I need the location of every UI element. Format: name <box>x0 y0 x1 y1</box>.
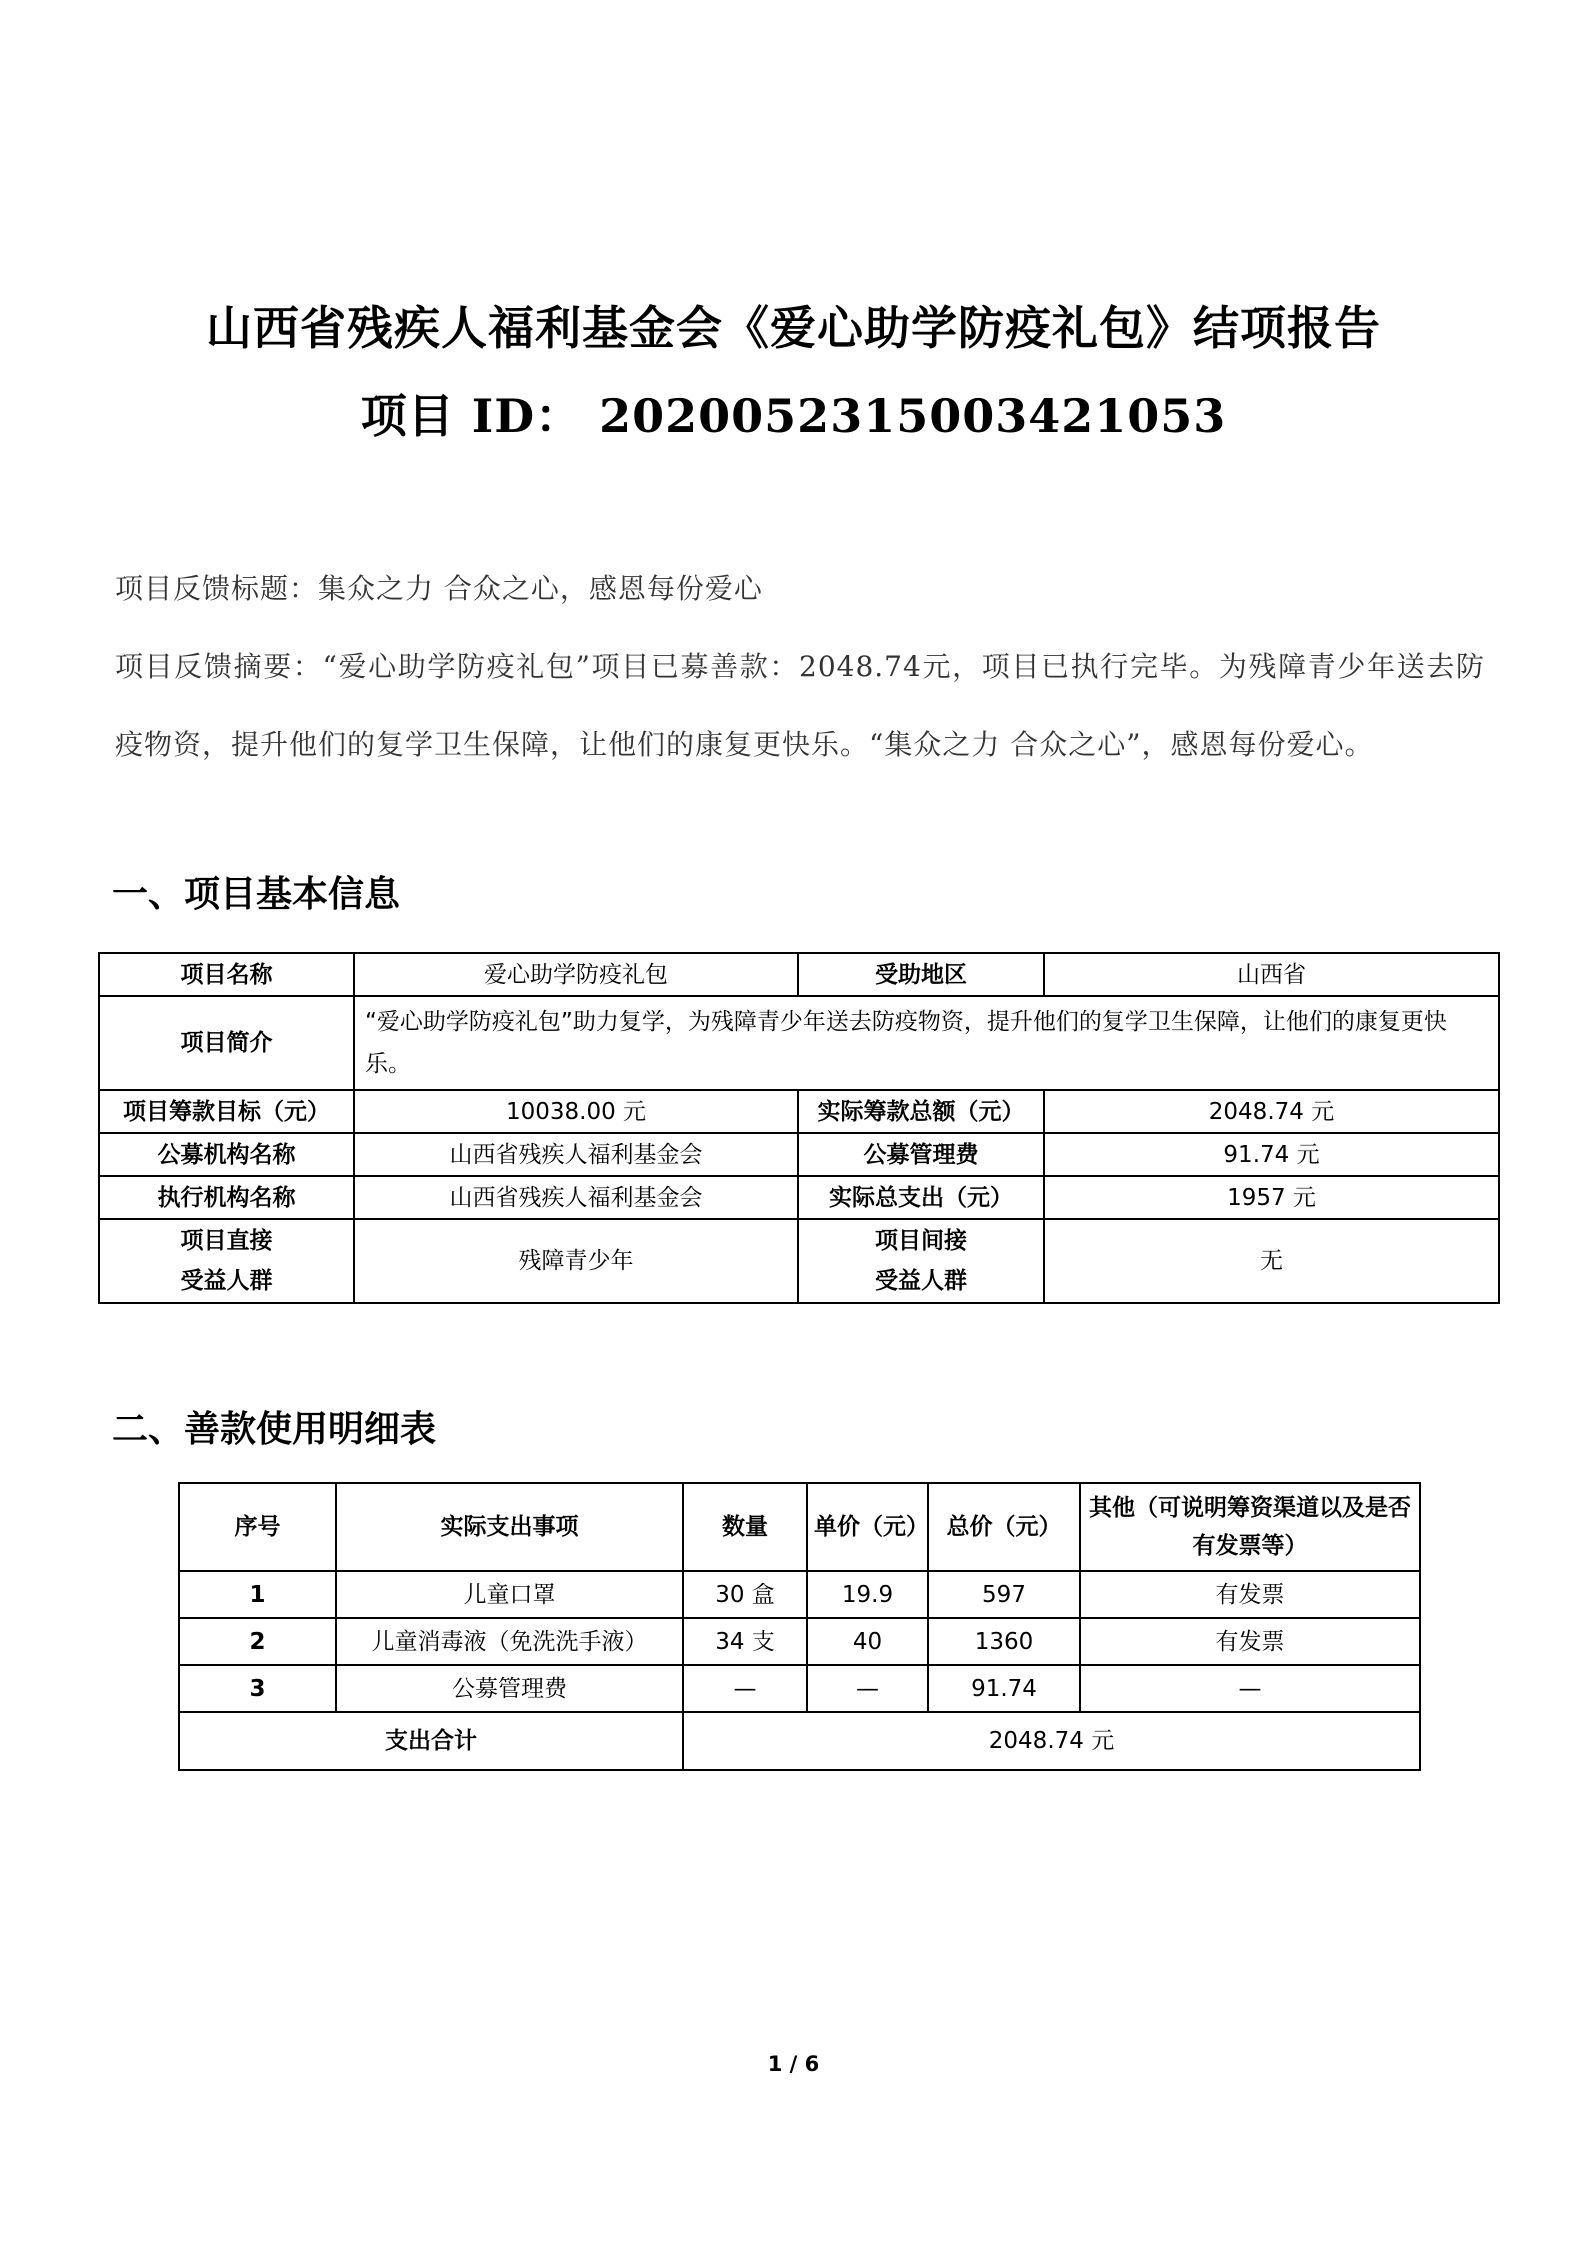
value-indirect-beneficiaries: 无 <box>1044 1219 1499 1303</box>
value-project-name: 爱心助学防疫礼包 <box>354 953 798 996</box>
cell-total: 1360 <box>928 1618 1080 1665</box>
col-header: 单价（元） <box>807 1483 928 1571</box>
cell-item: 公募管理费 <box>336 1665 683 1712</box>
table-row <box>99 1133 1499 1176</box>
label-intro: 项目简介 <box>99 996 354 1090</box>
cell-note: 有发票 <box>1080 1571 1420 1618</box>
label-executor: 执行机构名称 <box>99 1176 354 1219</box>
value-raised: 2048.74 元 <box>1044 1090 1499 1133</box>
cell-no: 3 <box>179 1665 336 1712</box>
feedback-summary: 项目反馈摘要：“爱心助学防疫礼包”项目已募善款：2048.74元，项目已执行完毕。为残障青少年送去防疫物资，提升他们的复学卫生保障，让他们的康复更快乐。“集众之力 合众之心”，感恩每份爱心。 <box>115 650 1485 761</box>
cell-no: 2 <box>179 1618 336 1665</box>
cell-total: 597 <box>928 1571 1080 1618</box>
value-spent: 1957 元 <box>1044 1176 1499 1219</box>
value-executor: 山西省残疾人福利基金会 <box>354 1176 798 1219</box>
feedback-title: 项目反馈标题：集众之力 合众之心，感恩每份爱心 <box>115 572 763 605</box>
value-fee: 91.74 元 <box>1044 1133 1499 1176</box>
label-direct-beneficiaries <box>99 1219 354 1303</box>
total-label: 支出合计 <box>179 1712 683 1770</box>
table-header-row <box>179 1483 1420 1571</box>
cell-unit: — <box>807 1665 928 1712</box>
table-row <box>99 953 1499 996</box>
page-number: 1 / 6 <box>767 2052 820 2076</box>
label-fee: 公募管理费 <box>798 1133 1044 1176</box>
label-line: 项目间接 <box>875 1228 967 1254</box>
col-header: 数量 <box>683 1483 807 1571</box>
label-fundraiser: 公募机构名称 <box>99 1133 354 1176</box>
section-basic-info-heading: 一、项目基本信息 <box>112 874 401 915</box>
col-header: 实际支出事项 <box>336 1483 683 1571</box>
table-row <box>179 1571 1420 1618</box>
label-goal: 项目筹款目标（元） <box>99 1090 354 1133</box>
project-id: 项目 ID： 2020052315003421053 <box>360 389 1227 443</box>
cell-qty: 30 盒 <box>683 1571 807 1618</box>
section-expense-heading: 二、善款使用明细表 <box>112 1409 437 1450</box>
col-header: 序号 <box>179 1483 336 1571</box>
value-region: 山西省 <box>1044 953 1499 996</box>
value-goal: 10038.00 元 <box>354 1090 798 1133</box>
table-row <box>99 1090 1499 1133</box>
expense-detail-table <box>178 1482 1421 1771</box>
basic-info-table <box>98 952 1500 1304</box>
label-spent: 实际总支出（元） <box>798 1176 1044 1219</box>
col-header: 总价（元） <box>928 1483 1080 1571</box>
col-header: 其他（可说明筹资渠道以及是否有发票等） <box>1080 1483 1420 1571</box>
value-intro: “爱心助学防疫礼包”助力复学，为残障青少年送去防疫物资，提升他们的复学卫生保障，让他们的康复更快乐。 <box>354 996 1499 1090</box>
label-line: 项目直接 <box>180 1228 273 1254</box>
table-row <box>99 996 1499 1090</box>
cell-qty: — <box>683 1665 807 1712</box>
cell-unit: 40 <box>807 1618 928 1665</box>
table-row <box>99 1176 1499 1219</box>
cell-note: 有发票 <box>1080 1618 1420 1665</box>
cell-note: — <box>1080 1665 1420 1712</box>
table-row <box>179 1665 1420 1712</box>
cell-item: 儿童消毒液（免洗洗手液） <box>336 1618 683 1665</box>
cell-qty: 34 支 <box>683 1618 807 1665</box>
label-indirect-beneficiaries <box>798 1219 1044 1303</box>
label-line: 受益人群 <box>180 1268 273 1294</box>
cell-unit: 19.9 <box>807 1571 928 1618</box>
cell-total: 91.74 <box>928 1665 1080 1712</box>
report-title: 山西省残疾人福利基金会《爱心助学防疫礼包》结项报告 <box>206 301 1381 355</box>
total-value: 2048.74 元 <box>683 1712 1420 1770</box>
label-region: 受助地区 <box>798 953 1044 996</box>
value-direct-beneficiaries: 残障青少年 <box>354 1219 798 1303</box>
table-row <box>99 1219 1499 1303</box>
cell-no: 1 <box>179 1571 336 1618</box>
label-line: 受益人群 <box>875 1268 967 1294</box>
value-fundraiser: 山西省残疾人福利基金会 <box>354 1133 798 1176</box>
label-project-name: 项目名称 <box>99 953 354 996</box>
cell-item: 儿童口罩 <box>336 1571 683 1618</box>
table-row <box>179 1618 1420 1665</box>
label-raised: 实际筹款总额（元） <box>798 1090 1044 1133</box>
table-total-row <box>179 1712 1420 1770</box>
